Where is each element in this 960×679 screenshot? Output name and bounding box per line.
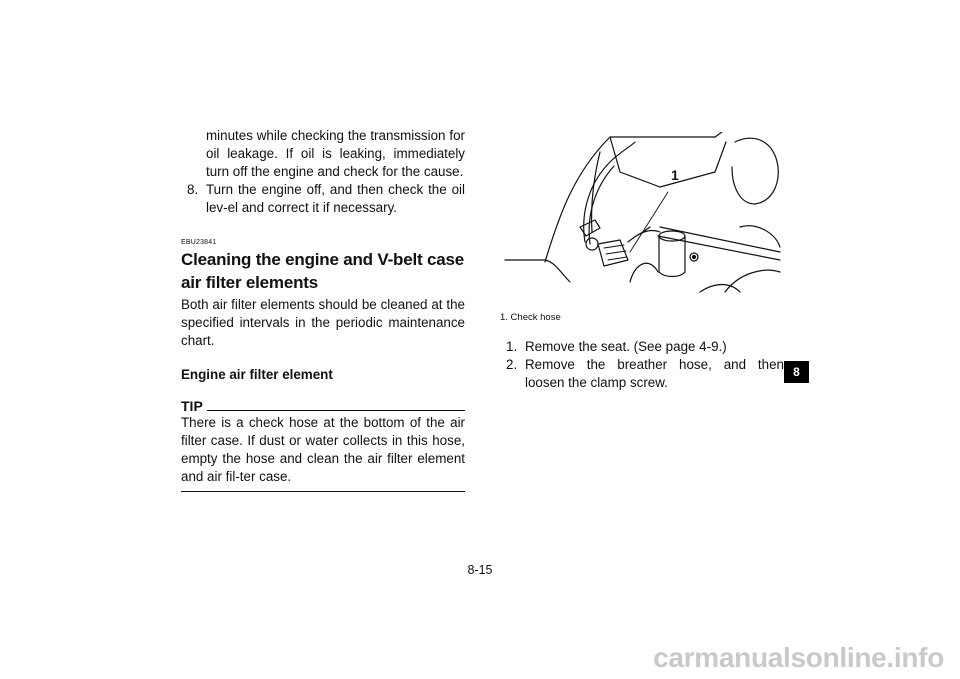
page-number: 8-15 bbox=[467, 563, 493, 577]
step-number: 2. bbox=[506, 357, 518, 372]
section-code: EBU23841 bbox=[181, 239, 217, 246]
step-number: 1. bbox=[506, 339, 518, 354]
tip-end-rule bbox=[181, 491, 465, 492]
intro-paragraph: Both air filter elements should be cleaned at the specified intervals in the periodic maintenance chart. bbox=[181, 297, 465, 348]
subheading: Engine air filter element bbox=[181, 367, 333, 382]
section-title: Cleaning the engine and V-belt case air filter elements bbox=[181, 250, 465, 292]
step-8 bbox=[181, 181, 465, 217]
watermark: carmanualsonline.info bbox=[653, 642, 944, 673]
step-text: Remove the seat. (See page 4-9.) bbox=[525, 339, 727, 354]
step-1 bbox=[500, 338, 784, 356]
chapter-tab: 8 bbox=[784, 361, 809, 383]
check-hose-illustration bbox=[500, 132, 785, 298]
figure-caption: 1. Check hose bbox=[500, 312, 561, 323]
tip-header bbox=[181, 398, 465, 414]
callout-1: 1 bbox=[671, 167, 679, 183]
tip-label: TIP bbox=[181, 398, 203, 414]
step-2 bbox=[500, 356, 784, 392]
left-column bbox=[181, 127, 465, 492]
engine-line-drawing bbox=[500, 132, 785, 298]
tip-text: There is a check hose at the bottom of the air filter case. If dust or water collects in this hose, empty the hose and clean the air filter element and air fil-ter case. bbox=[181, 415, 465, 484]
right-column bbox=[500, 132, 784, 392]
step-text: Turn the engine off, and then check the oil lev-el and correct it if necessary. bbox=[206, 182, 465, 215]
continuation-paragraph: minutes while checking the transmission for oil leakage. If oil is leaking, immediately turn off the engine and check for the cause. bbox=[206, 128, 465, 179]
step-list bbox=[500, 338, 784, 392]
tip-rule bbox=[207, 410, 465, 411]
step-text: Remove the breather hose, and then loosen the clamp screw. bbox=[525, 357, 784, 390]
step-number: 8. bbox=[187, 182, 199, 197]
